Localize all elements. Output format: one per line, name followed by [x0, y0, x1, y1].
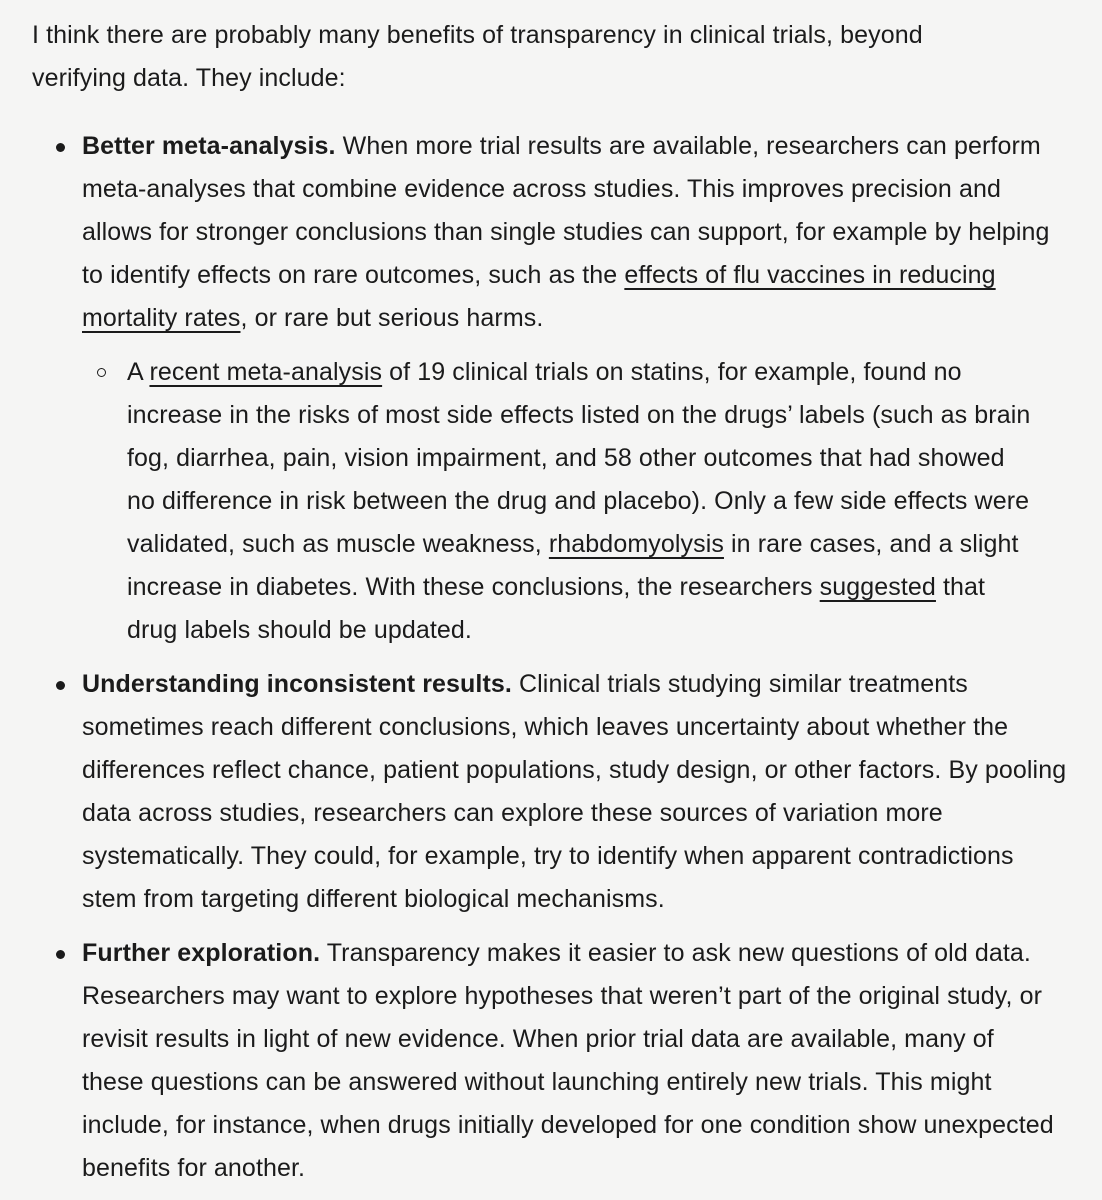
list-item-body: When more trial results are available, researchers can perform meta-analyses that combine evidence across studies. This improves precision and allows for stronger conclusions than single studies can support, for example by helping to identify effects on rare outcomes, such as the: [82, 132, 1050, 289]
benefits-list: [32, 125, 1070, 1190]
list-item-further-exploration: [32, 932, 1070, 1190]
list-item-text: [82, 932, 1057, 1190]
sub-list-item-statins: [82, 351, 1070, 652]
suggested-link[interactable]: suggested: [819, 573, 936, 601]
flu-vaccines-link[interactable]: effects of flu vaccines in reducing mortality rates: [82, 261, 996, 332]
intro-paragraph: I think there are probably many benefits of transparency in clinical trials, beyond verifying data. They include:: [32, 21, 923, 92]
sub-item-body: of 19 clinical trials on statins, for example, found no increase in the risks of most side effects listed on the drugs’ labels (such as brain fog, diarrhea, pain, vision impairment, and 58 other outcomes that had showed no difference in risk between the drug and placebo). Only a few side effects were validated, such as muscle weakness,: [127, 358, 1031, 558]
bullet-dot-icon: [32, 663, 82, 706]
bullet-dot-icon: [32, 932, 82, 975]
list-item-text: [82, 663, 1067, 921]
bullet-dot-icon: [32, 125, 82, 168]
list-item-heading: Better meta-analysis.: [82, 132, 336, 160]
sub-list-item-text: [127, 351, 1037, 652]
list-item-body: , or rare but serious harms.: [240, 304, 544, 332]
hollow-bullet-icon: [82, 351, 127, 394]
rhabdomyolysis-link[interactable]: rhabdomyolysis: [548, 530, 724, 558]
list-item-body: Transparency makes it easier to ask new questions of old data. Researchers may want to explore hypotheses that weren’t part of the original study, or revisit results in light of new evidence. When prior trial data are available, many of these questions can be answered without launching entirely new trials. This might include, for instance, when drugs initially developed for one condition show unexpected benefits for another.: [82, 939, 1054, 1182]
list-item-inconsistent-results: [32, 663, 1070, 921]
list-item-heading: Understanding inconsistent results.: [82, 670, 512, 698]
recent-meta-analysis-link[interactable]: recent meta-analysis: [149, 358, 383, 386]
list-item-body: Clinical trials studying similar treatments sometimes reach different conclusions, which leaves uncertainty about whether the differences reflect chance, patient populations, study design, or other factors. By pooling data across studies, researchers can explore these sources of variation more systematically. They could, for example, try to identify when apparent contradictions stem from targeting different biological mechanisms.: [82, 670, 1067, 913]
list-item-heading: Further exploration.: [82, 939, 321, 967]
sub-list: [82, 351, 1070, 652]
list-item-better-meta-analysis: [32, 125, 1070, 652]
sub-item-body: A: [127, 358, 150, 386]
sub-item-body: that drug labels should be updated.: [127, 573, 986, 644]
list-item-text: [82, 125, 1057, 340]
sub-item-body: in rare cases, and a slight increase in diabetes. With these conclusions, the researchers: [127, 530, 1019, 601]
